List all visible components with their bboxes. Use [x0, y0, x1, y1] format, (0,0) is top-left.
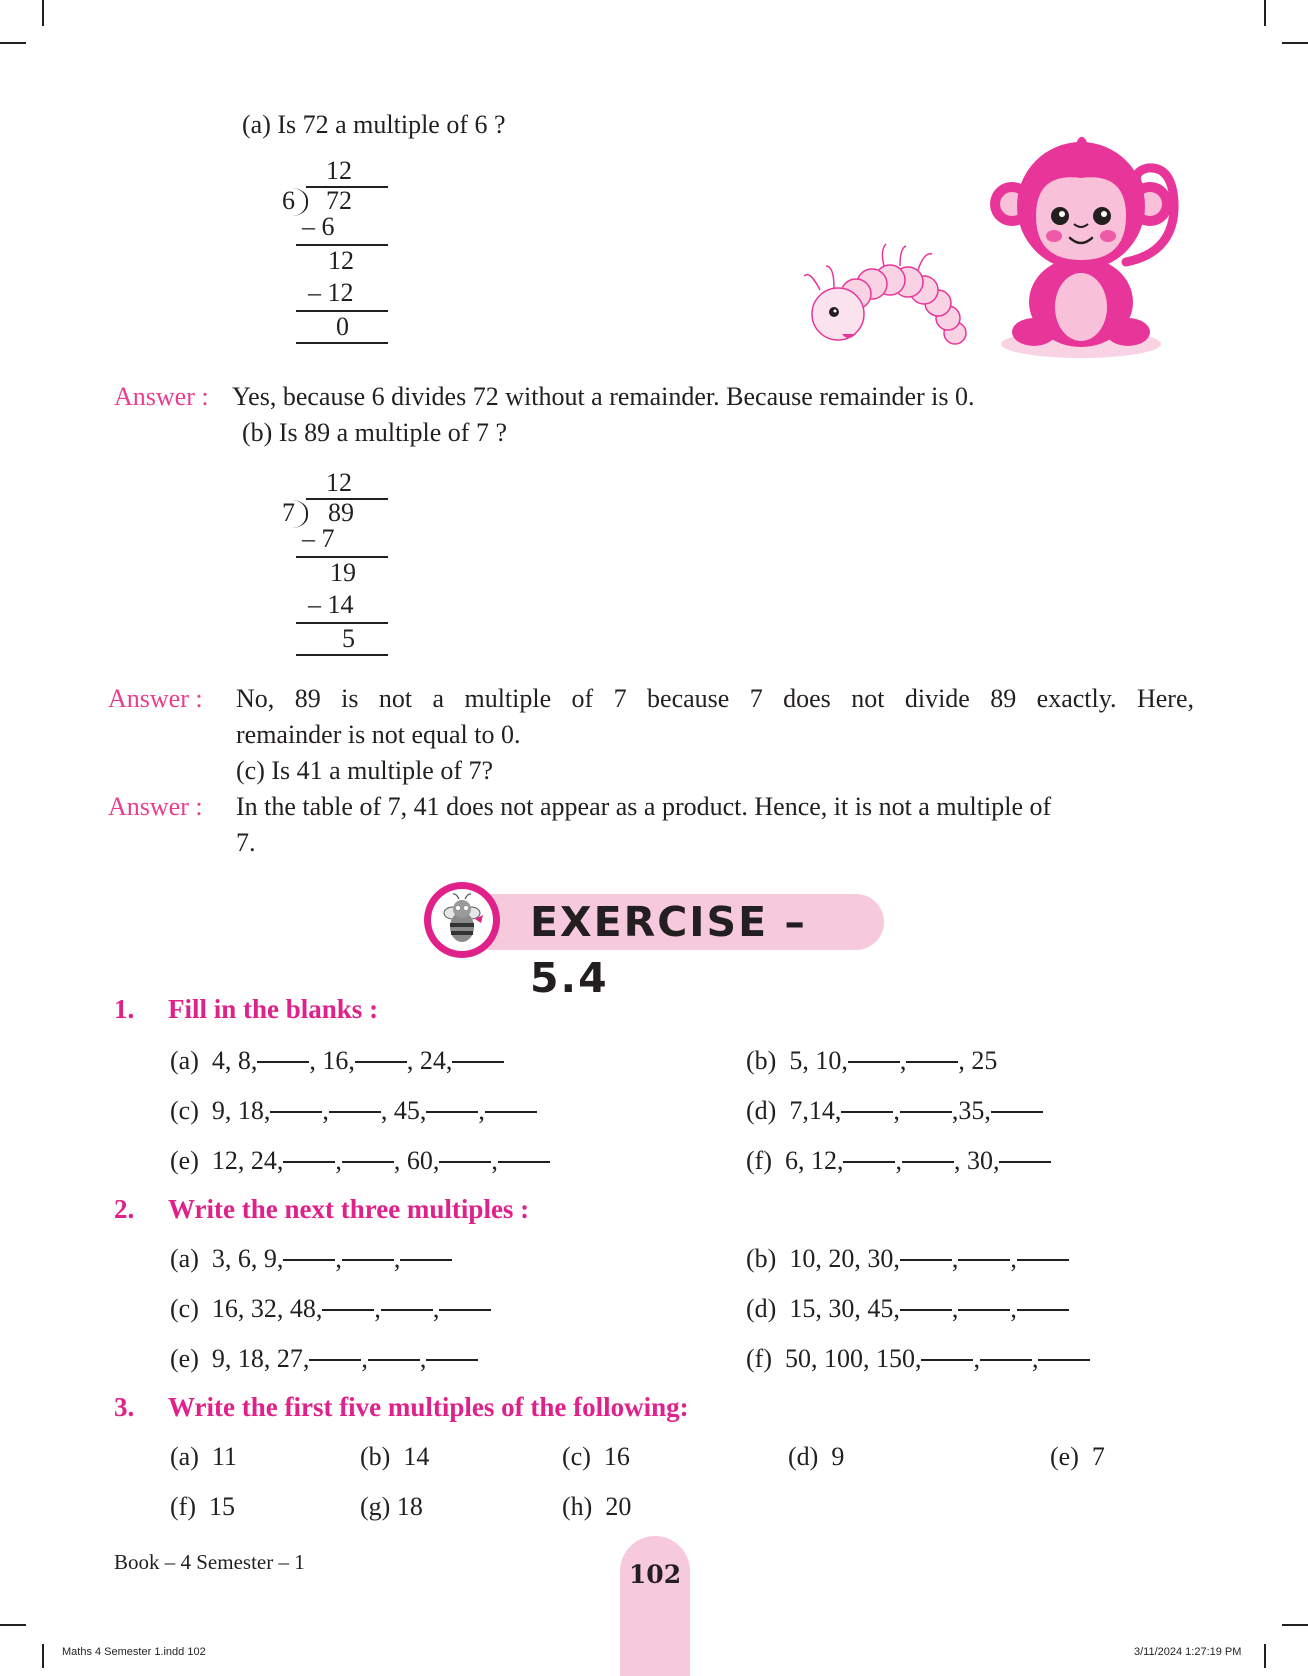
q2-item-a: (a) 3, 6, 9, , , — [170, 1242, 452, 1276]
blank-line[interactable] — [368, 1353, 420, 1361]
q1-item-e: (e) 12, 24, , , 60, , — [170, 1144, 550, 1178]
blank-line[interactable] — [452, 1055, 504, 1063]
question-a: (a) Is 72 a multiple of 6 ? — [242, 110, 506, 139]
subtract-step-1: – 6 — [302, 212, 335, 241]
blank-line[interactable] — [958, 1253, 1010, 1261]
blank-line[interactable] — [498, 1155, 550, 1163]
blank-line[interactable] — [342, 1253, 394, 1261]
q1-item-f: (f) 6, 12, , , 30, — [746, 1144, 1051, 1178]
blank-line[interactable] — [400, 1253, 452, 1261]
divisor: 6 — [282, 186, 295, 215]
crop-mark — [1282, 1624, 1308, 1626]
blank-line[interactable] — [991, 1105, 1043, 1113]
blank-line[interactable] — [999, 1155, 1051, 1163]
divisor: 7 — [282, 498, 295, 527]
blank-line[interactable] — [958, 1303, 1010, 1311]
blank-line[interactable] — [309, 1353, 361, 1361]
blank-line[interactable] — [329, 1105, 381, 1113]
crop-mark — [42, 1644, 44, 1668]
blank-line[interactable] — [439, 1155, 491, 1163]
carry-down: 12 — [328, 246, 354, 275]
blank-line[interactable] — [980, 1353, 1032, 1361]
question-number: 2. — [114, 1194, 135, 1224]
quotient: 12 — [326, 468, 352, 497]
blank-line[interactable] — [355, 1055, 407, 1063]
remainder: 0 — [336, 312, 349, 341]
answer-text: remainder is not equal to 0. — [236, 720, 521, 749]
q2-item-b: (b) 10, 20, 30, , , — [746, 1242, 1069, 1276]
blank-line[interactable] — [921, 1353, 973, 1361]
quotient: 12 — [326, 156, 352, 185]
blank-line[interactable] — [270, 1105, 322, 1113]
answer-text: In the table of 7, 41 does not appear as a product. Hence, it is not a multiple of — [236, 792, 1052, 821]
q1-item-b: (b) 5, 10, , , 25 — [746, 1046, 998, 1075]
book-label: Book – 4 Semester – 1 — [114, 1550, 305, 1574]
q3-item: (g) 18 — [360, 1492, 423, 1521]
q3-item: (e) 7 — [1050, 1442, 1105, 1471]
blank-line[interactable] — [900, 1303, 952, 1311]
blank-line[interactable] — [381, 1303, 433, 1311]
slug-left: Maths 4 Semester 1.indd 102 — [62, 1646, 206, 1658]
blank-line[interactable] — [902, 1155, 954, 1163]
blank-line[interactable] — [1017, 1253, 1069, 1261]
blank-line[interactable] — [283, 1253, 335, 1261]
blank-line[interactable] — [426, 1353, 478, 1361]
q1-item-d: (d) 7,14, , ,35, — [746, 1094, 1043, 1128]
crop-mark — [1264, 0, 1266, 26]
subtract-step-2: – 14 — [308, 590, 354, 619]
page-number: 102 — [628, 1560, 682, 1589]
q2-item-f: (f) 50, 100, 150, , , — [746, 1342, 1090, 1376]
carry-down: 19 — [330, 558, 356, 587]
question-title: Fill in the blanks : — [168, 994, 379, 1024]
blank-line[interactable] — [900, 1105, 952, 1113]
blank-line[interactable] — [1017, 1303, 1069, 1311]
long-division-a — [276, 156, 396, 346]
blank-line[interactable] — [322, 1303, 374, 1311]
dividend: 72 — [326, 186, 352, 215]
question-c: (c) Is 41 a multiple of 7? — [236, 756, 494, 785]
answer-text: Yes, because 6 divides 72 without a remainder. Because remainder is 0. — [232, 382, 975, 411]
remainder: 5 — [342, 624, 355, 653]
question-title: Write the next three multiples : — [168, 1194, 530, 1224]
answer-label: Answer : — [114, 382, 209, 411]
question-number: 1. — [114, 994, 135, 1024]
bee-badge-icon — [431, 889, 493, 951]
question-title: Write the first five multiples of the following: — [168, 1392, 689, 1422]
monkey-illustration — [976, 132, 1196, 362]
crop-mark — [0, 1624, 26, 1626]
question-b: (b) Is 89 a multiple of 7 ? — [242, 418, 507, 447]
answer-label: Answer : — [108, 684, 203, 713]
blank-line[interactable] — [900, 1253, 952, 1261]
slug-right: 3/11/2024 1:27:19 PM — [1134, 1646, 1242, 1658]
blank-line[interactable] — [1038, 1353, 1090, 1361]
blank-line[interactable] — [906, 1055, 958, 1063]
blank-line[interactable] — [485, 1105, 537, 1113]
q3-item: (f) 15 — [170, 1492, 235, 1521]
exercise-title: EXERCISE – 5.4 — [530, 898, 807, 1002]
q2-item-e: (e) 9, 18, 27, , , — [170, 1342, 478, 1376]
crop-mark — [1264, 1644, 1266, 1668]
exercise-banner — [424, 882, 884, 1002]
crop-mark — [1282, 42, 1308, 44]
subtract-step-2: – 12 — [308, 278, 354, 307]
crop-mark — [0, 42, 26, 44]
q3-item: (c) 16 — [562, 1442, 630, 1471]
blank-line[interactable] — [841, 1105, 893, 1113]
blank-line[interactable] — [257, 1055, 309, 1063]
q3-item: (a) 11 — [170, 1442, 237, 1471]
long-division-b — [276, 468, 396, 658]
question-number: 3. — [114, 1392, 135, 1422]
answer-label: Answer : — [108, 792, 203, 821]
blank-line[interactable] — [848, 1055, 900, 1063]
dividend: 89 — [328, 498, 354, 527]
q3-item: (h) 20 — [562, 1492, 632, 1521]
q2-item-c: (c) 16, 32, 48, , , — [170, 1292, 491, 1326]
answer-text: 7. — [236, 828, 256, 857]
blank-line[interactable] — [426, 1105, 478, 1113]
subtract-step-1: – 7 — [302, 524, 335, 553]
caterpillar-illustration — [800, 218, 980, 358]
q3-item: (d) 9 — [788, 1442, 845, 1471]
blank-line[interactable] — [342, 1155, 394, 1163]
q3-item: (b) 14 — [360, 1442, 430, 1471]
page-tab — [620, 1536, 690, 1676]
blank-line[interactable] — [439, 1303, 491, 1311]
blank-line[interactable] — [283, 1155, 335, 1163]
q1-item-a: (a) 4, 8, , 16, , 24, — [170, 1044, 504, 1078]
q2-item-d: (d) 15, 30, 45, , , — [746, 1292, 1069, 1326]
blank-line[interactable] — [843, 1155, 895, 1163]
q1-item-c: (c) 9, 18, , , 45, , — [170, 1094, 537, 1128]
answer-text: No, 89 is not a multiple of 7 because 7 does not divide 89 exactly. Here, — [236, 684, 1194, 713]
crop-mark — [42, 0, 44, 26]
